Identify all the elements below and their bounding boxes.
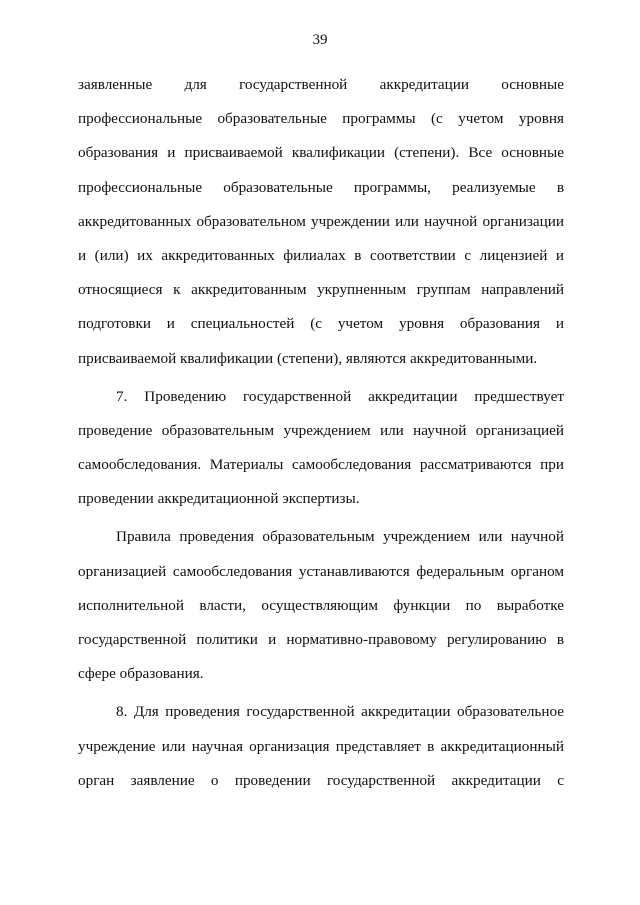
text-line: самообследования. Материалы самообследования рассматриваются при	[78, 456, 564, 474]
text-line: сфере образования.	[78, 665, 204, 683]
text-line: государственной политики и нормативно-правовому регулированию в	[78, 631, 564, 648]
text-line: профессиональные образовательные программы (с учетом уровня	[78, 110, 564, 128]
paragraph-rules	[78, 526, 564, 697]
paragraph-8	[78, 701, 564, 804]
text-line: проведение образовательным учреждением или научной организацией	[78, 421, 564, 439]
text-line: профессиональные образовательные программы, реализуемые в	[78, 178, 564, 196]
body-text	[78, 74, 564, 804]
text-line: относящиеся к аккредитованным укрупненным группам направлений	[78, 281, 564, 299]
text-line: 7. Проведению государственной аккредитации предшествует	[116, 387, 564, 405]
page-number: 39	[312, 32, 328, 48]
text-line: аккредитованных образовательном учреждении или научной организации	[78, 212, 564, 230]
text-line: исполнительной власти, осуществляющим функции по выработке	[78, 596, 564, 614]
text-line: заявленные для государственной аккредитации основные	[78, 76, 564, 93]
text-line: образования и присваиваемой квалификации (степени). Все основные	[78, 144, 564, 162]
text-line: орган заявление о проведении государственной аккредитации с	[78, 771, 564, 789]
text-line: и (или) их аккредитованных филиалах в соответствии с лицензией и	[78, 246, 564, 264]
paragraph-1	[78, 74, 564, 382]
paragraph-7	[78, 386, 564, 523]
text-line: 8. Для проведения государственной аккредитации образовательное	[116, 703, 564, 721]
text-line: Правила проведения образовательным учреждением или научной	[116, 528, 564, 546]
text-line: организацией самообследования устанавливаются федеральным органом	[78, 562, 564, 580]
text-line: присваиваемой квалификации (степени), являются аккредитованными.	[78, 349, 538, 367]
text-line: подготовки и специальностей (с учетом уровня образования и	[78, 315, 564, 333]
text-line: учреждение или научная организация представляет в аккредитационный	[78, 737, 564, 755]
text-line: проведении аккредитационной экспертизы.	[78, 490, 360, 508]
